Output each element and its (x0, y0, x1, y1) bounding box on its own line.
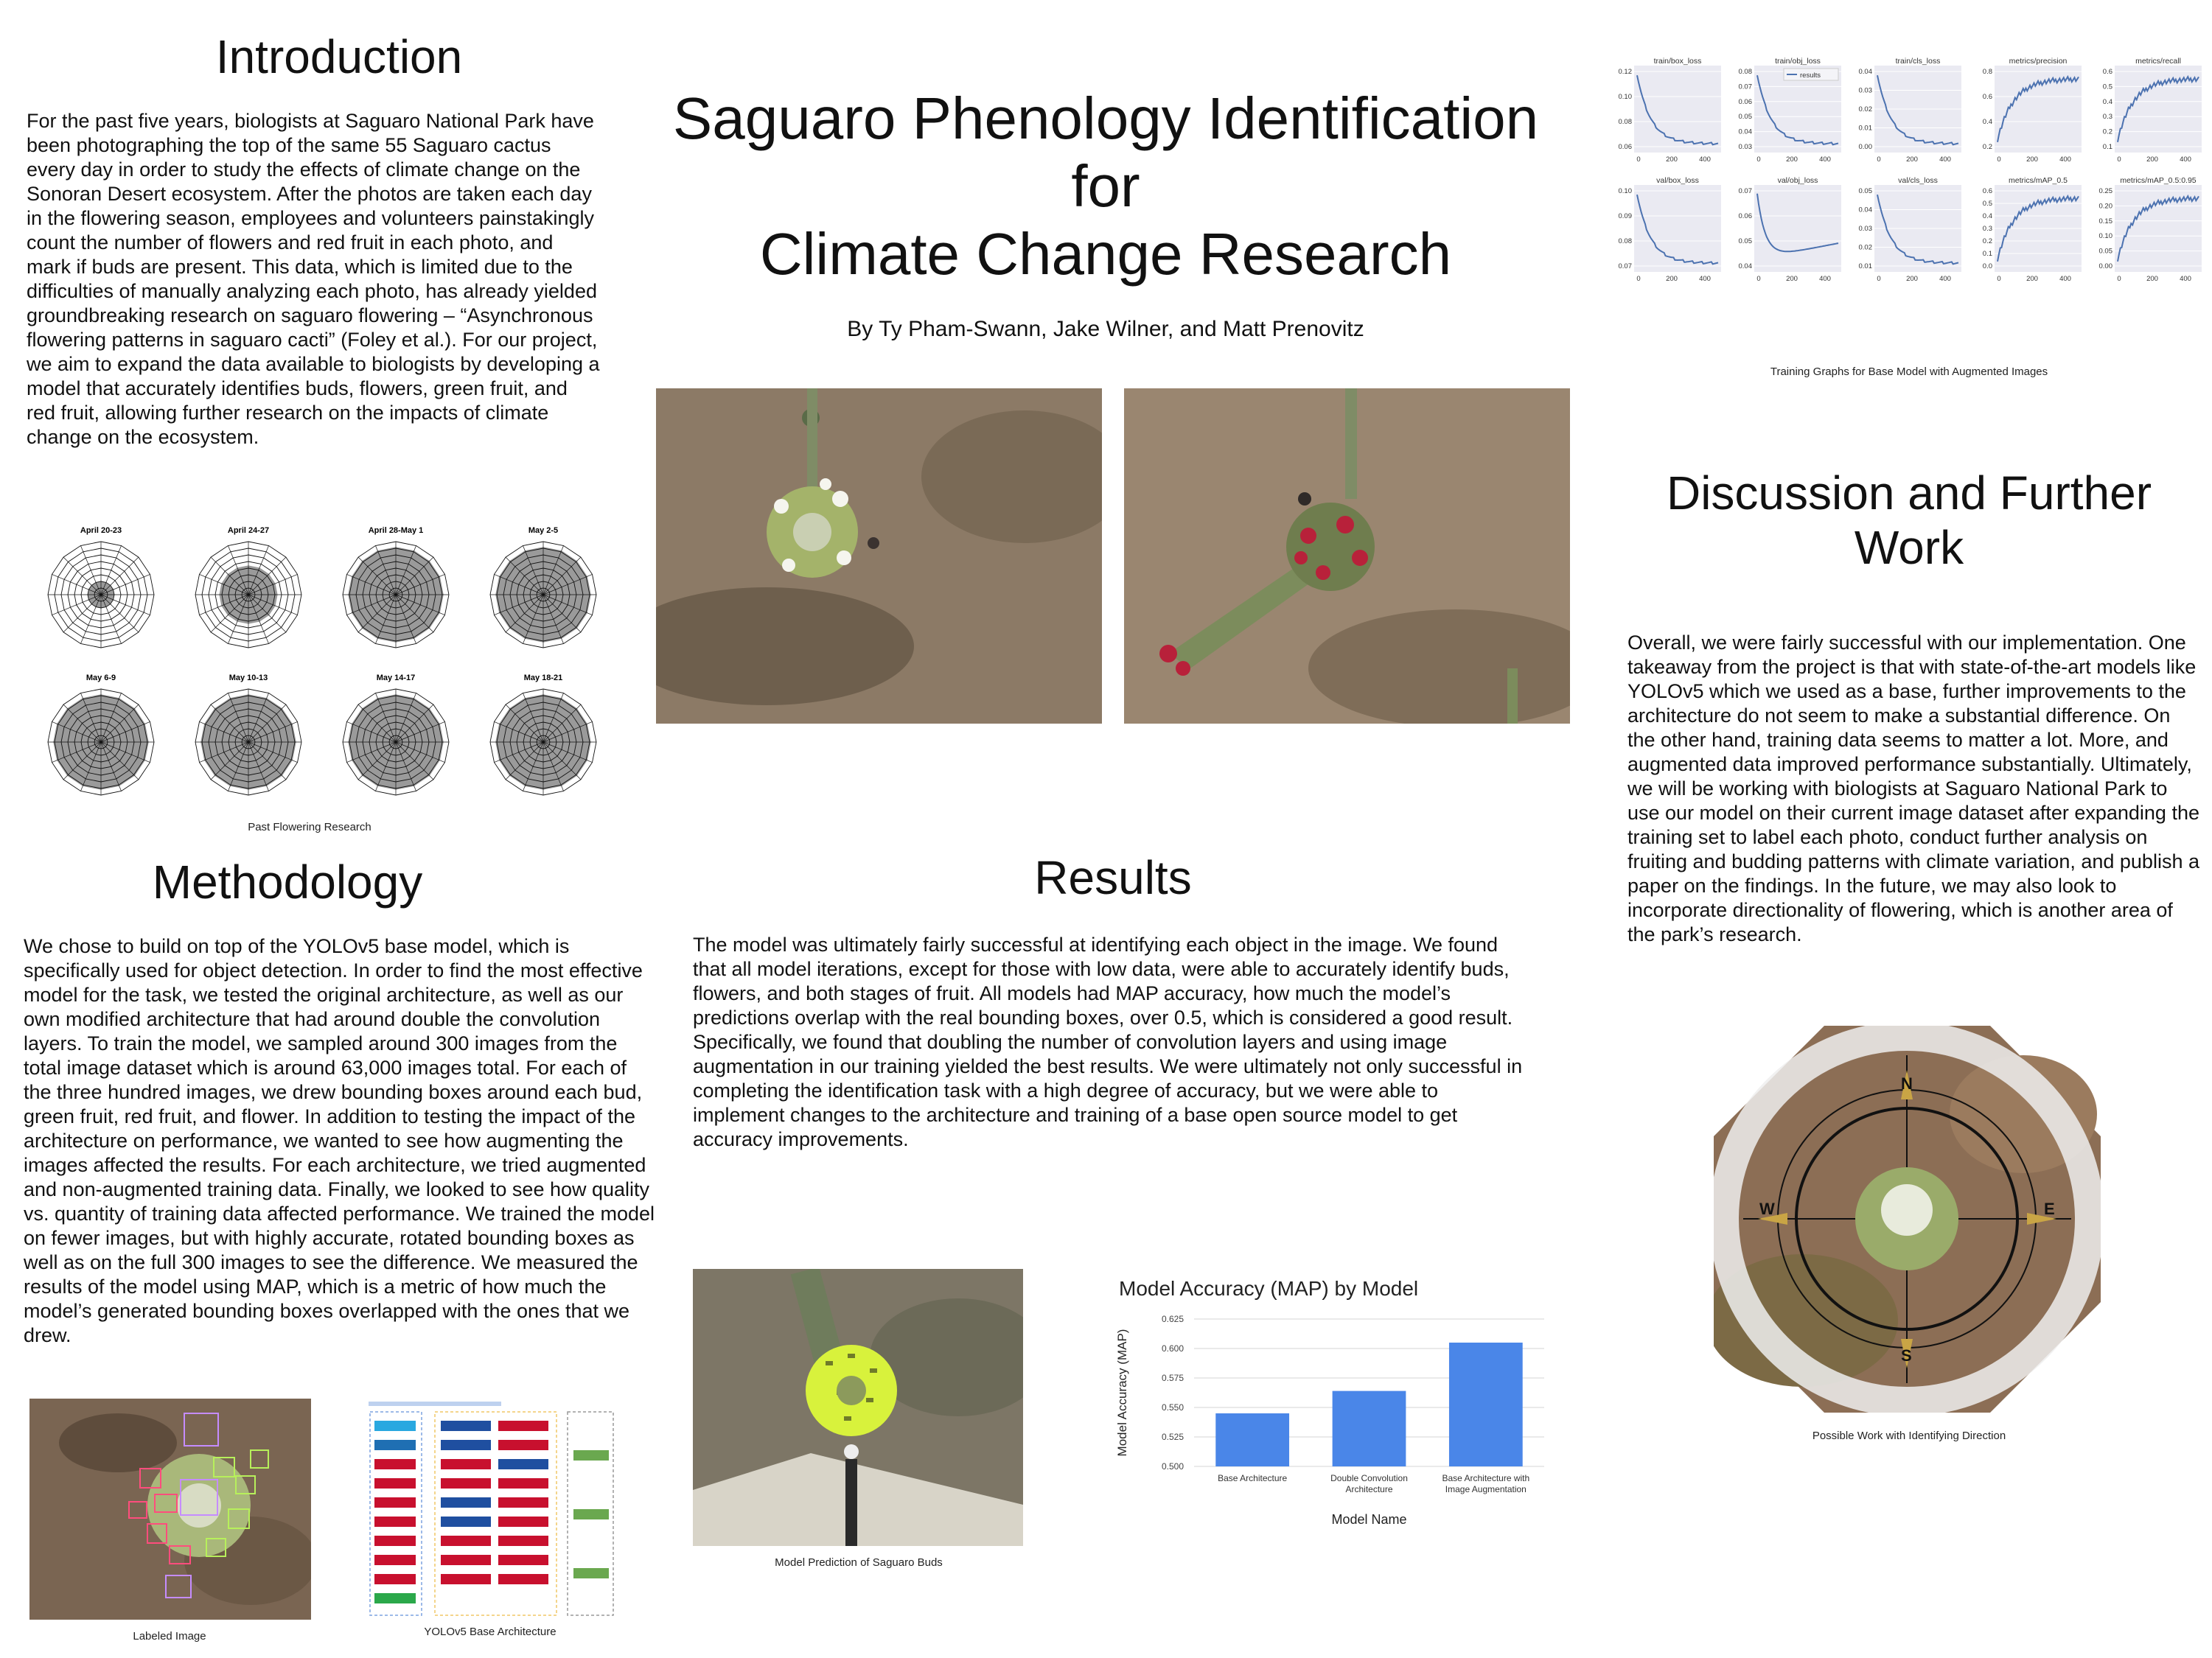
training-ytick: 0.20 (2098, 202, 2112, 211)
training-panel (2103, 57, 2202, 164)
training-ytick: 0.05 (1738, 237, 1752, 245)
radar-chart (490, 527, 596, 648)
methodology-text: We chose to build on top of the YOLOv5 base model, which is specifically used for object detection. In order to find the most effective model for the task, we tested the original architecture, as well as our own modified architecture that had around double the convolution layers. To train the model, we sampled around 300 images from the total image dataset which is around 63,000 images total. For each of the three hundred images, we drew bounding boxes around each bud, green fruit, red fruit, and flower. In addition to testing the impact of the architecture on performance, we wanted to see how augmenting the images affected the results. For each architecture, we tried augmented and non-augmented training data. Finally, we looked to see how quality vs. quantity of training data affected performance. We trained the model on fewer images, but with highly accurate, rotated bounding boxes as well as on the full 300 images to see the difference. We measured the results of the model using MAP, which is a metric of how much the model’s generated bounding boxes overlapped with the ones that we drew. (24, 935, 655, 1346)
training-ytick: 0.3 (1982, 225, 1992, 233)
chart-bar (1449, 1343, 1523, 1466)
radar-chart (195, 674, 301, 795)
radar-chart (343, 527, 449, 648)
accuracy-chart-svg (1106, 1273, 1555, 1546)
training-ytick: 0.4 (1982, 212, 1992, 220)
chart-bar (1215, 1413, 1289, 1466)
training-ytick: 0.6 (1982, 93, 1992, 101)
architecture-block (374, 1536, 416, 1546)
architecture-block (441, 1421, 491, 1431)
architecture-block (374, 1478, 416, 1489)
training-xtick: 200 (1906, 275, 1918, 283)
chart-xtick: Base Architecture with (1442, 1473, 1530, 1483)
training-ytick: 0.1 (2102, 143, 2112, 151)
compass-north: N (1901, 1074, 1913, 1093)
compass-west: W (1759, 1200, 1775, 1218)
architecture-block (498, 1459, 548, 1469)
training-panel-bg (1634, 185, 1721, 272)
discussion-text: Overall, we were fairly successful with our implementation. One takeaway from the project is that with state-of-the-art models like YOLOv5 which we used as a base, further improvements to the architecture do not seem to make a substantial difference. On the other hand, training data seems to matter a lot. More, and augmented data improved performance substantially. Ultimately, we will be working with biologists at Saguaro National Park to use our model on their current image dataset after expanding the training set to label each photo, conduct further analysis on fruiting and budding patterns with climate variation, and publish a paper on the findings. In the future, we may also look to incorporate directionality of flowering, which is another area of the park’s research. (1627, 632, 2199, 945)
training-xtick: 0 (1997, 155, 2001, 164)
training-ytick: 0.07 (1738, 83, 1752, 91)
radar-chart (343, 674, 449, 795)
architecture-block (498, 1478, 548, 1489)
training-ytick: 0.06 (1738, 212, 1752, 220)
training-xtick: 0 (1636, 155, 1641, 164)
training-panel (1983, 57, 2082, 164)
training-panel (1619, 57, 1722, 164)
training-ytick: 0.04 (1738, 262, 1752, 270)
architecture-block (498, 1440, 548, 1450)
saguaro-flowers-photo (656, 388, 1102, 724)
training-xtick: 400 (2180, 155, 2191, 164)
training-panel (2099, 176, 2202, 283)
architecture-block (374, 1555, 416, 1565)
radar-chart-title: May 10-13 (228, 674, 268, 682)
training-ytick: 0.0 (1982, 262, 1992, 270)
training-ytick: 0.03 (1858, 86, 1872, 95)
training-xtick: 200 (2026, 155, 2038, 164)
chart-ytick: 0.575 (1161, 1373, 1184, 1383)
training-ytick: 0.07 (1618, 262, 1632, 270)
architecture-block (573, 1509, 609, 1519)
chart-ytick: 0.625 (1161, 1314, 1184, 1324)
training-ytick: 0.03 (1858, 225, 1872, 233)
training-xtick: 400 (2059, 155, 2071, 164)
training-ytick: 0.09 (1618, 212, 1632, 220)
training-ytick: 0.4 (2102, 97, 2112, 106)
training-ytick: 0.08 (1738, 68, 1752, 76)
model-prediction-image (693, 1269, 1023, 1546)
training-ytick: 0.5 (1982, 200, 1992, 208)
architecture-block (374, 1440, 416, 1450)
training-ytick: 0.01 (1858, 262, 1872, 270)
compass-image (1714, 1026, 2101, 1413)
architecture-block (374, 1593, 416, 1603)
architecture-block (374, 1517, 416, 1527)
training-xtick: 200 (1786, 275, 1798, 283)
training-panel (1739, 176, 1842, 283)
chart-xtick: Architecture (1345, 1484, 1393, 1494)
training-ytick: 0.02 (1858, 105, 1872, 113)
training-ytick: 0.08 (1618, 237, 1632, 245)
training-ytick: 0.12 (1618, 68, 1632, 76)
training-panel-title: val/box_loss (1656, 176, 1699, 185)
training-xtick: 200 (1666, 275, 1678, 283)
training-ytick: 0.4 (1982, 118, 1992, 126)
training-ytick: 0.5 (2102, 83, 2112, 91)
chart-xtick: Base Architecture (1218, 1473, 1288, 1483)
training-ytick: 0.8 (1982, 68, 1992, 76)
yolo-architecture-diagram (361, 1399, 619, 1620)
chart-xtick: Image Augmentation (1445, 1484, 1527, 1494)
training-xtick: 0 (1636, 275, 1641, 283)
chart-ylabel: Model Accuracy (MAP) (1115, 1329, 1129, 1457)
training-xtick: 200 (2146, 155, 2158, 164)
training-ytick: 0.3 (2102, 113, 2112, 122)
training-panel-bg (1634, 66, 1721, 153)
training-xtick: 400 (1819, 155, 1831, 164)
training-xtick: 400 (1939, 155, 1951, 164)
radar-chart (195, 527, 301, 648)
compass-east: E (2044, 1200, 2055, 1218)
chart-bar (1333, 1391, 1406, 1466)
compass-south: S (1901, 1346, 1912, 1365)
labeled-image-caption: Labeled Image (133, 1630, 206, 1643)
training-xtick: 0 (2117, 155, 2121, 164)
architecture-block (573, 1568, 609, 1578)
architecture-block (441, 1555, 491, 1565)
training-graphs-svg (1603, 55, 2208, 357)
training-ytick: 0.6 (2102, 68, 2112, 76)
compass-caption: Possible Work with Identifying Direction (1812, 1430, 2006, 1442)
architecture-block (374, 1459, 416, 1469)
chart-title: Model Accuracy (MAP) by Model (1119, 1277, 1419, 1300)
architecture-block (498, 1574, 548, 1584)
architecture-block (374, 1421, 416, 1431)
training-panel (1859, 176, 1962, 283)
training-ytick: 0.06 (1738, 97, 1752, 106)
training-xtick: 400 (1699, 155, 1711, 164)
training-xtick: 0 (1756, 275, 1761, 283)
training-ytick: 0.05 (2098, 247, 2112, 256)
training-ytick: 0.00 (2098, 262, 2112, 270)
model-prediction-caption: Model Prediction of Saguaro Buds (775, 1556, 943, 1569)
training-ytick: 0.25 (2098, 187, 2112, 195)
training-ytick: 0.2 (2102, 127, 2112, 136)
training-ytick: 0.05 (1738, 113, 1752, 122)
training-panel-title: train/box_loss (1653, 57, 1702, 66)
architecture-caption: YOLOv5 Base Architecture (424, 1626, 557, 1638)
architecture-block (573, 1450, 609, 1461)
training-panel (1619, 176, 1722, 283)
chart-xtick: Double Convolution (1330, 1473, 1408, 1483)
training-panel-title: train/obj_loss (1775, 57, 1821, 66)
architecture-block (498, 1497, 548, 1508)
training-panel (1859, 57, 1962, 164)
architecture-block (441, 1497, 491, 1508)
training-legend-label: results (1800, 71, 1821, 80)
radar-chart-title: April 20-23 (80, 527, 122, 535)
training-ytick: 0.6 (1982, 187, 1992, 195)
architecture-block (498, 1536, 548, 1546)
radar-caption: Past Flowering Research (248, 821, 371, 833)
training-xtick: 400 (1939, 275, 1951, 283)
methodology-heading: Methodology (152, 856, 423, 909)
saguaro-fruit-photo (1124, 388, 1570, 724)
architecture-block (441, 1536, 491, 1546)
discussion-heading-line-1: Discussion and Further (1666, 466, 2152, 520)
architecture-block (498, 1555, 548, 1565)
training-xtick: 400 (2059, 275, 2071, 283)
chart-ytick: 0.500 (1161, 1461, 1184, 1472)
radar-chart (48, 674, 154, 795)
training-graphs (1603, 55, 2208, 357)
discussion-heading (1622, 466, 2197, 575)
results-heading: Results (1034, 851, 1192, 904)
training-panel-title: metrics/recall (2135, 57, 2181, 66)
training-ytick: 0.01 (1858, 124, 1872, 133)
training-ytick: 0.10 (1618, 187, 1632, 195)
training-ytick: 0.10 (1618, 93, 1632, 101)
training-xtick: 0 (1756, 155, 1761, 164)
training-ytick: 0.07 (1738, 187, 1752, 195)
training-xtick: 0 (1997, 275, 2001, 283)
training-xtick: 200 (1666, 155, 1678, 164)
architecture-block (441, 1459, 491, 1469)
results-text: The model was ultimately fairly successful at identifying each object in the image. We found that all model iterations, except for those with low data, were able to accurately identify buds, flowers, and both stages of fruit. All models had MAP accuracy, how much the model’s predictions overlap with the real bounding boxes, over 0.5, which is considered a good result. Specifically, we found that doubling the number of convolution layers and using image augmentation in our training yielded the best results. We were ultimately not only successful in completing the identification task with a high degree of accuracy, but we were able to implement changes to the architecture and training of a base open source model to get accuracy improvements. (693, 934, 1523, 1150)
training-xtick: 200 (2146, 275, 2158, 283)
training-panel-title: metrics/precision (2009, 57, 2068, 66)
training-xtick: 200 (1786, 155, 1798, 164)
architecture-block (441, 1517, 491, 1527)
radar-grid (29, 527, 604, 807)
training-panel-title: metrics/mAP_0.5 (2009, 176, 2068, 185)
training-ytick: 0.05 (1858, 187, 1872, 195)
training-ytick: 0.04 (1738, 127, 1752, 136)
radar-chart-title: May 14-17 (376, 674, 416, 682)
training-ytick: 0.2 (1982, 143, 1992, 151)
training-ytick: 0.1 (1982, 250, 1992, 258)
architecture-block (498, 1421, 548, 1431)
training-ytick: 0.00 (1858, 143, 1872, 151)
title-line-1: Saguaro Phenology Identification (672, 85, 1539, 151)
architecture-block (374, 1497, 416, 1508)
radar-chart-title: May 18-21 (523, 674, 563, 682)
training-xtick: 400 (1819, 275, 1831, 283)
training-ytick: 0.15 (2098, 217, 2112, 225)
training-xtick: 400 (2180, 275, 2191, 283)
training-panel (1983, 176, 2082, 283)
training-graphs-caption: Training Graphs for Base Model with Augmented Images (1770, 365, 2048, 378)
training-ytick: 0.04 (1858, 206, 1872, 214)
training-xtick: 0 (2117, 275, 2121, 283)
introduction-heading: Introduction (215, 30, 463, 83)
chart-ytick: 0.600 (1161, 1343, 1184, 1354)
training-xtick: 0 (1877, 155, 1881, 164)
radar-chart-title: May 2-5 (528, 527, 559, 535)
training-panel-title: train/cls_loss (1895, 57, 1941, 66)
radar-chart-title: April 28-May 1 (368, 527, 424, 535)
training-ytick: 0.02 (1858, 243, 1872, 252)
labeled-image (29, 1399, 311, 1620)
training-xtick: 200 (2026, 275, 2038, 283)
training-ytick: 0.03 (1738, 143, 1752, 151)
accuracy-bar-chart (1106, 1273, 1555, 1546)
architecture-block (441, 1478, 491, 1489)
radar-chart-title: May 6-9 (86, 674, 116, 682)
radar-chart-title: April 24-27 (227, 527, 270, 535)
training-panel-title: val/cls_loss (1898, 176, 1938, 185)
poster-title (634, 85, 1577, 288)
chart-ytick: 0.525 (1161, 1432, 1184, 1442)
training-ytick: 0.08 (1618, 118, 1632, 126)
training-panel-title: val/obj_loss (1777, 176, 1818, 185)
training-xtick: 0 (1877, 275, 1881, 283)
architecture-block (374, 1574, 416, 1584)
chart-ytick: 0.550 (1161, 1402, 1184, 1413)
discussion-heading-line-2: Work (1854, 521, 1964, 574)
radar-chart (48, 527, 154, 648)
training-panel (1739, 57, 1842, 164)
training-ytick: 0.04 (1858, 68, 1872, 76)
training-xtick: 400 (1699, 275, 1711, 283)
authors: By Ty Pham-Swann, Jake Wilner, and Matt Prenovitz (847, 317, 1364, 341)
chart-xlabel: Model Name (1331, 1512, 1407, 1527)
training-xtick: 200 (1906, 155, 1918, 164)
architecture-block (441, 1440, 491, 1450)
title-line-3: Climate Change Research (759, 221, 1452, 287)
training-ytick: 0.10 (2098, 232, 2112, 241)
training-ytick: 0.2 (1982, 237, 1992, 245)
radar-charts (29, 527, 604, 807)
training-panel-bg (1754, 185, 1841, 272)
title-line-2: for (1071, 153, 1140, 219)
radar-chart (490, 674, 596, 795)
training-panel-title: metrics/mAP_0.5:0.95 (2120, 176, 2197, 185)
architecture-block (441, 1574, 491, 1584)
introduction-text: For the past five years, biologists at Saguaro National Park have been photographing the top of the same 55 Saguaro cactus every day in order to study the effects of climate change on the Sonoran Desert ecosystem. After the photos are taken each day in the flowering season, employees and volunteers painstakingly count the number of flowers and red fruit in each photo, and mark if buds are present. This data, which is limited due to the difficulties of manually analyzing each photo, has already yielded groundbreaking research on saguaro flowering – “Asynchronous flowering patterns in saguaro cacti” (Foley et al.). For our project, we aim to expand the data available to biologists by developing a model that accurately identifies buds, flowers, green fruit, and red fruit, allowing further research on the impacts of climate change on the ecosystem. (27, 110, 600, 448)
training-ytick: 0.06 (1618, 143, 1632, 151)
architecture-block (498, 1517, 548, 1527)
